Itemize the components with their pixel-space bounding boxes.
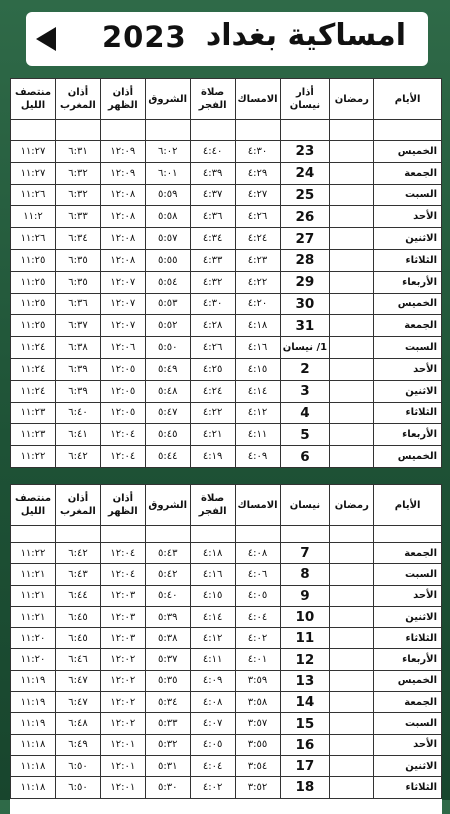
cell-num: 1/ نيسان xyxy=(280,337,330,359)
cell-imsak: ٤:٢٩ xyxy=(235,162,280,184)
column-header-maghrib: أذان المغرب xyxy=(56,485,101,526)
cell-midnight: ١١:١٩ xyxy=(11,670,56,691)
cell-midnight: ١١:٢٦ xyxy=(11,228,56,250)
cell-maghrib: ٦:٤٦ xyxy=(56,649,101,670)
cell-ram xyxy=(330,402,374,424)
cell-dhuhr: ١٢:٠٥ xyxy=(100,358,145,380)
cell-sunrise: ٥:٤٢ xyxy=(145,564,190,585)
cell-fajr: ٤:١٢ xyxy=(190,628,235,649)
cell-dhuhr: ١٢:٠٤ xyxy=(100,543,145,564)
cell-fajr: ٤:١٦ xyxy=(190,564,235,585)
cell-imsak: ٤:٢٣ xyxy=(235,249,280,271)
cell-dhuhr: ١٢:٠٢ xyxy=(100,649,145,670)
cell-num: 29 xyxy=(280,271,330,293)
cell-sunrise: ٥:٣٣ xyxy=(145,713,190,734)
cell-midnight: ١١:٢٤ xyxy=(11,337,56,359)
table-header-row xyxy=(11,485,442,526)
cell-ram xyxy=(330,206,374,228)
cell-ram xyxy=(330,380,374,402)
cell-sunrise: ٥:٣٩ xyxy=(145,606,190,627)
cell-num: 13 xyxy=(280,670,330,691)
cell-imsak: ٣:٥٥ xyxy=(235,734,280,755)
cell-fajr: ٤:٠٤ xyxy=(190,755,235,776)
cell-imsak: ٤:٢٧ xyxy=(235,184,280,206)
cell-num: 3 xyxy=(280,380,330,402)
cell-sunrise: ٦:٠١ xyxy=(145,162,190,184)
cell-num: 25 xyxy=(280,184,330,206)
column-header-day: الأيام xyxy=(374,485,442,526)
table-row xyxy=(11,755,442,776)
cell-fajr: ٤:٠٧ xyxy=(190,713,235,734)
cell-sunrise: ٥:٣٨ xyxy=(145,628,190,649)
table-row xyxy=(11,649,442,670)
cell-fajr: ٤:٢٤ xyxy=(190,380,235,402)
cell-sunrise: ٥:٥٣ xyxy=(145,293,190,315)
cell-imsak: ٤:٠٩ xyxy=(235,446,280,468)
cell-ram xyxy=(330,777,374,798)
cell-imsak: ٤:٠٤ xyxy=(235,606,280,627)
cell-sunrise: ٥:٤٤ xyxy=(145,446,190,468)
cell-imsak: ٤:٠٨ xyxy=(235,543,280,564)
cell-maghrib: ٦:٤٤ xyxy=(56,585,101,606)
cell-day: الأربعاء xyxy=(374,271,442,293)
cell-day: الجمعة xyxy=(374,315,442,337)
cell-maghrib: ٦:٤٧ xyxy=(56,692,101,713)
cell-sunrise: ٥:٥٠ xyxy=(145,337,190,359)
cell-midnight: ١١:٢٧ xyxy=(11,162,56,184)
cell-fajr: ٤:١٨ xyxy=(190,543,235,564)
cell-fajr: ٤:٠٥ xyxy=(190,734,235,755)
cell-fajr: ٤:٣٧ xyxy=(190,184,235,206)
cell-dhuhr: ١٢:٠٩ xyxy=(100,162,145,184)
cell-midnight: ١١:٢٥ xyxy=(11,315,56,337)
cell-fajr: ٤:٢٨ xyxy=(190,315,235,337)
cell-imsak: ٤:١١ xyxy=(235,424,280,446)
spacer-row xyxy=(11,120,442,141)
column-header-fajr: صلاة الفجر xyxy=(190,79,235,120)
cell-day: الثلاثاء xyxy=(374,249,442,271)
cell-maghrib: ٦:٣٢ xyxy=(56,162,101,184)
cell-midnight: ١١:١٨ xyxy=(11,777,56,798)
cell-sunrise: ٥:٣١ xyxy=(145,755,190,776)
cell-num: 12 xyxy=(280,649,330,670)
cell-dhuhr: ١٢:٠٧ xyxy=(100,315,145,337)
schedule-table-1 xyxy=(10,78,442,468)
column-header-dhuhr: أذان الظهر xyxy=(100,485,145,526)
cell-dhuhr: ١٢:٠٤ xyxy=(100,446,145,468)
cell-num: 16 xyxy=(280,734,330,755)
cell-maghrib: ٦:٤٢ xyxy=(56,543,101,564)
cell-day: الأربعاء xyxy=(374,424,442,446)
cell-day: الأحد xyxy=(374,734,442,755)
spacer-row xyxy=(11,526,442,543)
cell-ram xyxy=(330,692,374,713)
cell-maghrib: ٦:٣٣ xyxy=(56,206,101,228)
cell-maghrib: ٦:٥٠ xyxy=(56,777,101,798)
cell-maghrib: ٦:٣٥ xyxy=(56,249,101,271)
cell-num: 18 xyxy=(280,777,330,798)
cell-imsak: ٤:١٨ xyxy=(235,315,280,337)
cell-ram xyxy=(330,358,374,380)
page-title: امساكية بغداد xyxy=(205,18,406,53)
cell-maghrib: ٦:٣٢ xyxy=(56,184,101,206)
cell-num: 9 xyxy=(280,585,330,606)
cell-midnight: ١١:١٨ xyxy=(11,734,56,755)
cell-day: الاثنين xyxy=(374,606,442,627)
cell-fajr: ٤:٣٠ xyxy=(190,293,235,315)
cell-sunrise: ٥:٤٣ xyxy=(145,543,190,564)
cell-dhuhr: ١٢:٠٢ xyxy=(100,670,145,691)
cell-imsak: ٣:٥٤ xyxy=(235,755,280,776)
cell-dhuhr: ١٢:٠٩ xyxy=(100,141,145,163)
cell-num: 31 xyxy=(280,315,330,337)
cell-fajr: ٤:٠٨ xyxy=(190,692,235,713)
cell-num: 11 xyxy=(280,628,330,649)
cell-maghrib: ٦:٤٩ xyxy=(56,734,101,755)
cell-day: السبت xyxy=(374,713,442,734)
cell-imsak: ٣:٥٢ xyxy=(235,777,280,798)
table-row xyxy=(11,777,442,798)
cell-midnight: ١١:٢٠ xyxy=(11,649,56,670)
cell-midnight: ١١:٢٥ xyxy=(11,271,56,293)
cell-fajr: ٤:٢٥ xyxy=(190,358,235,380)
cell-ram xyxy=(330,564,374,585)
cell-ram xyxy=(330,228,374,250)
cell-fajr: ٤:٣٩ xyxy=(190,162,235,184)
column-header-sunrise: الشروق xyxy=(145,79,190,120)
table-row xyxy=(11,734,442,755)
cell-ram xyxy=(330,446,374,468)
cell-sunrise: ٥:٣٧ xyxy=(145,649,190,670)
cell-ram xyxy=(330,141,374,163)
cell-dhuhr: ١٢:٠٧ xyxy=(100,271,145,293)
cell-imsak: ٤:٠٥ xyxy=(235,585,280,606)
header-banner xyxy=(26,12,428,66)
table-row xyxy=(11,606,442,627)
cell-midnight: ١١:٢١ xyxy=(11,585,56,606)
cell-fajr: ٤:٢١ xyxy=(190,424,235,446)
cell-maghrib: ٦:٣٦ xyxy=(56,293,101,315)
cell-dhuhr: ١٢:٠٤ xyxy=(100,564,145,585)
cell-sunrise: ٥:٥٩ xyxy=(145,184,190,206)
cell-sunrise: ٥:٣٢ xyxy=(145,734,190,755)
year-label: 2023 xyxy=(102,20,187,54)
cell-dhuhr: ١٢:٠٢ xyxy=(100,692,145,713)
cell-sunrise: ٥:٣٥ xyxy=(145,670,190,691)
column-header-day: الأيام xyxy=(374,79,442,120)
cell-imsak: ٤:١٥ xyxy=(235,358,280,380)
cell-num: 23 xyxy=(280,141,330,163)
column-header-maghrib: أذان المغرب xyxy=(56,79,101,120)
cell-sunrise: ٦:٠٢ xyxy=(145,141,190,163)
cell-sunrise: ٥:٥٢ xyxy=(145,315,190,337)
cell-day: الأحد xyxy=(374,206,442,228)
cell-dhuhr: ١٢:٠٧ xyxy=(100,293,145,315)
cell-maghrib: ٦:٣٤ xyxy=(56,228,101,250)
cell-dhuhr: ١٢:٠٣ xyxy=(100,606,145,627)
cell-dhuhr: ١٢:٠٦ xyxy=(100,337,145,359)
cell-day: الخميس xyxy=(374,141,442,163)
cell-sunrise: ٥:٤٥ xyxy=(145,424,190,446)
cell-imsak: ٤:٢٢ xyxy=(235,271,280,293)
cell-fajr: ٤:٤٠ xyxy=(190,141,235,163)
cell-ram xyxy=(330,606,374,627)
cell-num: 15 xyxy=(280,713,330,734)
cell-midnight: ١١:٢٧ xyxy=(11,141,56,163)
cell-day: الأربعاء xyxy=(374,649,442,670)
cell-num: 27 xyxy=(280,228,330,250)
cell-dhuhr: ١٢:٠١ xyxy=(100,734,145,755)
cell-imsak: ٣:٥٧ xyxy=(235,713,280,734)
cell-num: 5 xyxy=(280,424,330,446)
cell-fajr: ٤:٣٤ xyxy=(190,228,235,250)
cell-maghrib: ٦:٤٨ xyxy=(56,713,101,734)
cell-maghrib: ٦:٣٩ xyxy=(56,380,101,402)
cell-midnight: ١١:٢٦ xyxy=(11,184,56,206)
table-row xyxy=(11,380,442,402)
cell-num: 28 xyxy=(280,249,330,271)
cell-midnight: ١١:٢٤ xyxy=(11,358,56,380)
cell-day: السبت xyxy=(374,184,442,206)
cell-dhuhr: ١٢:٠٨ xyxy=(100,228,145,250)
table-row xyxy=(11,141,442,163)
cell-sunrise: ٥:٣٤ xyxy=(145,692,190,713)
cell-fajr: ٤:٠٩ xyxy=(190,670,235,691)
cell-imsak: ٤:٠٢ xyxy=(235,628,280,649)
cell-num: 7 xyxy=(280,543,330,564)
cell-dhuhr: ١٢:٠٨ xyxy=(100,184,145,206)
table-row xyxy=(11,358,442,380)
cell-dhuhr: ١٢:٠٤ xyxy=(100,424,145,446)
column-header-imsak: الامساك xyxy=(235,485,280,526)
cell-ram xyxy=(330,734,374,755)
cell-midnight: ١١:٢٠ xyxy=(11,628,56,649)
cell-imsak: ٤:٣٠ xyxy=(235,141,280,163)
cell-midnight: ١١:٢ xyxy=(11,206,56,228)
cell-num: 10 xyxy=(280,606,330,627)
cell-dhuhr: ١٢:٠١ xyxy=(100,755,145,776)
cell-midnight: ١١:٢٢ xyxy=(11,543,56,564)
cell-day: الاثنين xyxy=(374,228,442,250)
cell-sunrise: ٥:٤٩ xyxy=(145,358,190,380)
cell-dhuhr: ١٢:٠١ xyxy=(100,777,145,798)
cell-ram xyxy=(330,424,374,446)
cell-sunrise: ٥:٤٨ xyxy=(145,380,190,402)
table-row xyxy=(11,692,442,713)
cell-imsak: ٤:١٢ xyxy=(235,402,280,424)
schedule-table-2 xyxy=(10,484,442,814)
cell-dhuhr: ١٢:٠٣ xyxy=(100,628,145,649)
cell-day: الأحد xyxy=(374,585,442,606)
cell-midnight: ١١:١٩ xyxy=(11,713,56,734)
column-header-num: أذار نيسان xyxy=(280,79,330,120)
cell-fajr: ٤:١٥ xyxy=(190,585,235,606)
cell-fajr: ٤:٠٢ xyxy=(190,777,235,798)
cell-ram xyxy=(330,315,374,337)
cell-ram xyxy=(330,337,374,359)
cell-fajr: ٤:٣٢ xyxy=(190,271,235,293)
cell-fajr: ٤:١٩ xyxy=(190,446,235,468)
cell-day: الثلاثاء xyxy=(374,402,442,424)
cell-maghrib: ٦:٤٥ xyxy=(56,628,101,649)
cell-ram xyxy=(330,543,374,564)
cell-maghrib: ٦:٥٠ xyxy=(56,755,101,776)
cell-num: 26 xyxy=(280,206,330,228)
column-header-ram: رمضان xyxy=(330,485,374,526)
cell-fajr: ٤:١١ xyxy=(190,649,235,670)
cell-imsak: ٣:٥٩ xyxy=(235,670,280,691)
cell-ram xyxy=(330,162,374,184)
table-row xyxy=(11,315,442,337)
play-arrow-icon[interactable] xyxy=(36,27,56,51)
cell-num: 24 xyxy=(280,162,330,184)
cell-sunrise: ٥:٣٠ xyxy=(145,777,190,798)
cell-midnight: ١١:٢٥ xyxy=(11,249,56,271)
cell-maghrib: ٦:٤٧ xyxy=(56,670,101,691)
cell-ram xyxy=(330,293,374,315)
table-row xyxy=(11,271,442,293)
cell-dhuhr: ١٢:٠٨ xyxy=(100,206,145,228)
column-header-imsak: الامساك xyxy=(235,79,280,120)
column-header-num: نيسان xyxy=(280,485,330,526)
cell-num: 6 xyxy=(280,446,330,468)
table-row xyxy=(11,543,442,564)
cell-imsak: ٤:١٦ xyxy=(235,337,280,359)
cell-day: السبت xyxy=(374,564,442,585)
cell-num: 4 xyxy=(280,402,330,424)
cell-fajr: ٤:٣٦ xyxy=(190,206,235,228)
table-row xyxy=(11,713,442,734)
cell-dhuhr: ١٢:٠٨ xyxy=(100,249,145,271)
cell-midnight: ١١:٢٥ xyxy=(11,293,56,315)
cell-day: الخميس xyxy=(374,670,442,691)
cell-midnight: ١١:٢١ xyxy=(11,606,56,627)
table-header-row xyxy=(11,79,442,120)
cell-imsak: ٤:١٤ xyxy=(235,380,280,402)
table-row xyxy=(11,402,442,424)
cell-ram xyxy=(330,184,374,206)
cell-day: الخميس xyxy=(374,446,442,468)
cell-ram xyxy=(330,585,374,606)
cell-num: 14 xyxy=(280,692,330,713)
cell-ram xyxy=(330,670,374,691)
table-row xyxy=(11,337,442,359)
cell-midnight: ١١:٢٣ xyxy=(11,402,56,424)
table-row xyxy=(11,446,442,468)
cell-fajr: ٤:٢٢ xyxy=(190,402,235,424)
column-header-sunrise: الشروق xyxy=(145,485,190,526)
cell-sunrise: ٥:٤٧ xyxy=(145,402,190,424)
cell-maghrib: ٦:٤٠ xyxy=(56,402,101,424)
table-row xyxy=(11,206,442,228)
cell-ram xyxy=(330,649,374,670)
cell-day: الجمعة xyxy=(374,692,442,713)
cell-ram xyxy=(330,628,374,649)
cell-imsak: ٤:٠٦ xyxy=(235,564,280,585)
cell-midnight: ١١:٢٣ xyxy=(11,424,56,446)
column-header-midnight: منتصف الليل xyxy=(11,79,56,120)
table-row xyxy=(11,184,442,206)
table-row xyxy=(11,249,442,271)
column-header-ram: رمضان xyxy=(330,79,374,120)
cell-midnight: ١١:١٨ xyxy=(11,755,56,776)
cell-day: الاثنين xyxy=(374,380,442,402)
cell-fajr: ٤:٣٣ xyxy=(190,249,235,271)
cell-num: 17 xyxy=(280,755,330,776)
cell-maghrib: ٦:٣٧ xyxy=(56,315,101,337)
table-row xyxy=(11,228,442,250)
cell-imsak: ٤:٢٦ xyxy=(235,206,280,228)
cell-maghrib: ٦:٤٢ xyxy=(56,446,101,468)
cell-ram xyxy=(330,249,374,271)
cell-fajr: ٤:١٤ xyxy=(190,606,235,627)
cell-day: الثلاثاء xyxy=(374,628,442,649)
cell-midnight: ١١:٢٤ xyxy=(11,380,56,402)
cell-maghrib: ٦:٣٥ xyxy=(56,271,101,293)
table-row xyxy=(11,162,442,184)
cell-sunrise: ٥:٤٠ xyxy=(145,585,190,606)
column-header-dhuhr: أذان الظهر xyxy=(100,79,145,120)
cell-num: 2 xyxy=(280,358,330,380)
table-row xyxy=(11,585,442,606)
cell-dhuhr: ١٢:٠٣ xyxy=(100,585,145,606)
cell-midnight: ١١:١٩ xyxy=(11,692,56,713)
cell-day: الخميس xyxy=(374,293,442,315)
cell-sunrise: ٥:٥٥ xyxy=(145,249,190,271)
cell-sunrise: ٥:٥٤ xyxy=(145,271,190,293)
cell-ram xyxy=(330,271,374,293)
column-header-fajr: صلاة الفجر xyxy=(190,485,235,526)
cell-sunrise: ٥:٥٨ xyxy=(145,206,190,228)
cell-dhuhr: ١٢:٠٥ xyxy=(100,402,145,424)
cell-midnight: ١١:٢٢ xyxy=(11,446,56,468)
cell-num: 8 xyxy=(280,564,330,585)
table-row xyxy=(11,670,442,691)
table-row xyxy=(11,628,442,649)
cell-day: الاثنين xyxy=(374,755,442,776)
cell-maghrib: ٦:٤٥ xyxy=(56,606,101,627)
cell-imsak: ٤:٠١ xyxy=(235,649,280,670)
cell-num: 30 xyxy=(280,293,330,315)
cell-ram xyxy=(330,755,374,776)
cell-day: الأحد xyxy=(374,358,442,380)
cell-maghrib: ٦:٣٩ xyxy=(56,358,101,380)
cell-fajr: ٤:٢٦ xyxy=(190,337,235,359)
cell-maghrib: ٦:٣١ xyxy=(56,141,101,163)
cell-day: الجمعة xyxy=(374,543,442,564)
cell-day: الجمعة xyxy=(374,162,442,184)
cell-dhuhr: ١٢:٠٢ xyxy=(100,713,145,734)
table-row xyxy=(11,293,442,315)
cell-maghrib: ٦:٣٨ xyxy=(56,337,101,359)
cell-ram xyxy=(330,713,374,734)
cell-maghrib: ٦:٤٣ xyxy=(56,564,101,585)
cell-day: الثلاثاء xyxy=(374,777,442,798)
cell-imsak: ٣:٥٨ xyxy=(235,692,280,713)
column-header-midnight: منتصف الليل xyxy=(11,485,56,526)
table-row xyxy=(11,564,442,585)
table-row xyxy=(11,424,442,446)
cell-midnight: ١١:٢١ xyxy=(11,564,56,585)
cell-imsak: ٤:٢٤ xyxy=(235,228,280,250)
cell-imsak: ٤:٢٠ xyxy=(235,293,280,315)
cell-maghrib: ٦:٤١ xyxy=(56,424,101,446)
cell-sunrise: ٥:٥٧ xyxy=(145,228,190,250)
cell-dhuhr: ١٢:٠٥ xyxy=(100,380,145,402)
cell-day: السبت xyxy=(374,337,442,359)
